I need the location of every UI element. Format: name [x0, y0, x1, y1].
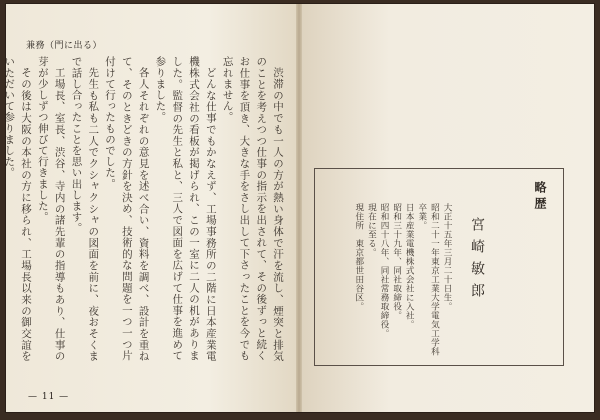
paragraph: 渋滞の中でも一人の方が熱い身体で汗を流し、煙突と排気のことを考えつつ仕事の指示を出されて、その後ずっと続くお仕事を頂き、大きな手をさし出して下さったことを今でも忘れません。	[221, 56, 284, 361]
left-page	[3, 4, 296, 412]
biography-box	[314, 168, 564, 366]
bio-line: 昭和三十九年、同社取締役。	[391, 203, 402, 320]
author-name: 宮崎敏郎	[469, 217, 485, 305]
page-number: — 11 —	[28, 392, 70, 402]
paragraph: 工場長、室長、渋谷、寺内の諸先輩の指導もあり、仕事の芽が少しずつ伸びて行きました。	[36, 56, 66, 361]
paragraph: その後は大阪の本社の方に移られ、工場長以来の御交誼をいただいて参りました。	[3, 56, 33, 361]
bio-line: 現住所 東京都世田谷区。	[353, 203, 364, 311]
bio-line: 現在に至る。	[366, 203, 377, 257]
bio-line: 大正十五年三月二十日生。	[442, 203, 452, 311]
paragraph: 先生も私も二人でクシャクシャの図面を前に、夜おそくまで話し合ったことを思い出します。	[70, 56, 100, 361]
running-head: 兼務（門に出る）	[26, 41, 103, 51]
bio-line: 日本産業電機株式会社に入社。	[404, 203, 415, 329]
paragraph: どんな仕事でもかなえず、工場事務所の二階に日本産業電機株式会社の看板が掲げられ、この一室に二人の机がありました。監督の先生と私と、三人で図面を広げて仕事を進めて参りました。	[154, 56, 217, 361]
paragraph: 各人それぞれの意見を述べ合い、資料を調べ、設計を重ねて、そのときどきの方針を決め、技術的な問題を一つ一つ片付けて行ったものでした。	[104, 56, 150, 361]
open-book	[3, 4, 594, 412]
biography-text	[325, 203, 453, 357]
bio-line: 昭和四十八年、同社常務取締役。	[379, 203, 390, 338]
biography-heading: 略歴	[533, 181, 547, 213]
bio-line: 昭和二十一年東京工業大学電気工学科卒業。	[416, 203, 440, 356]
body-text	[3, 56, 286, 361]
right-page	[302, 4, 594, 412]
